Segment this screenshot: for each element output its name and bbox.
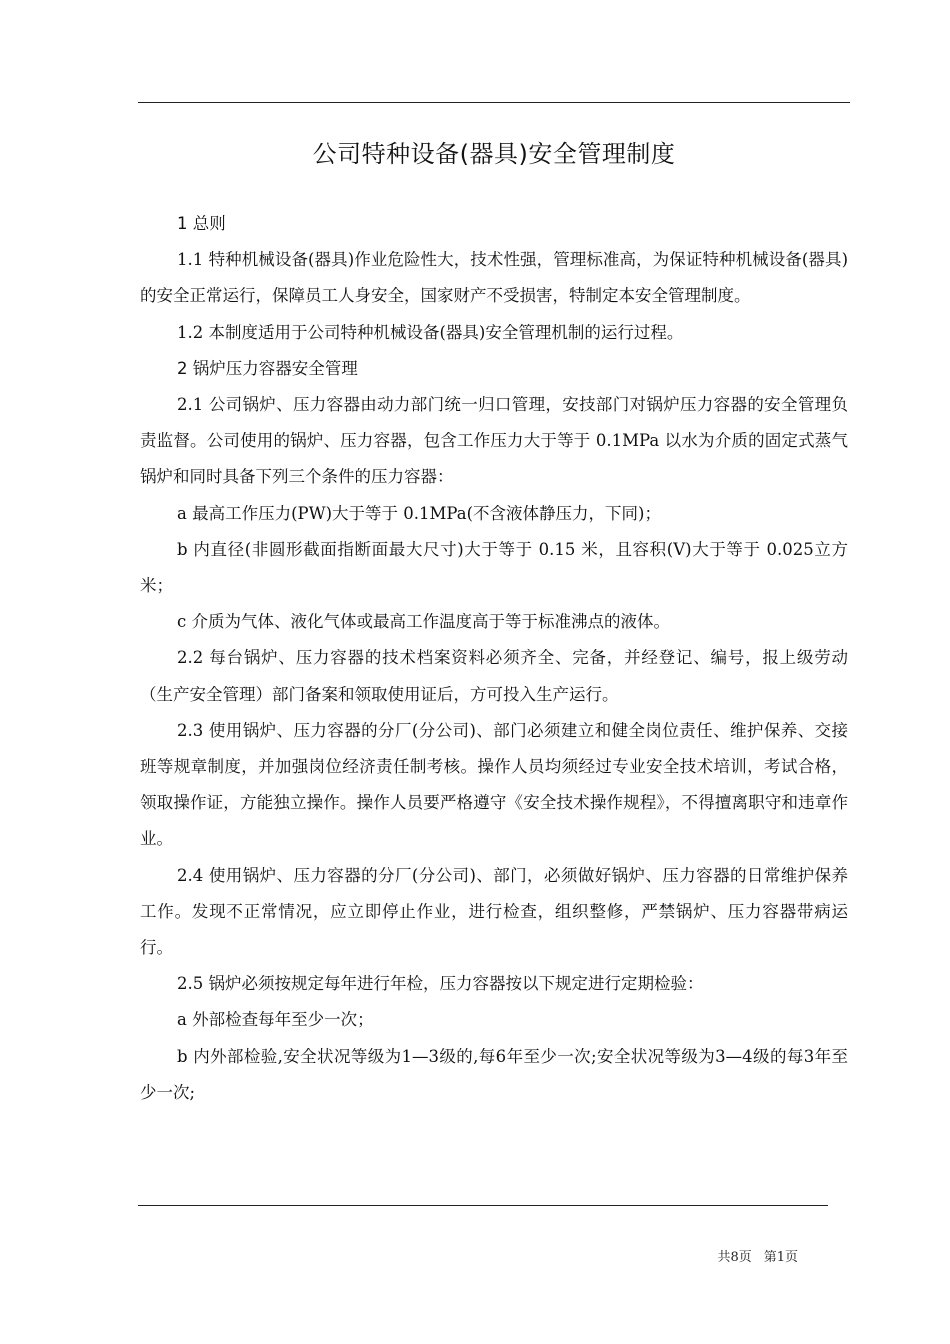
paragraph-2-5: 2.5 锅炉必须按规定每年进行年检，压力容器按以下规定进行定期检验：: [177, 974, 704, 994]
list-item-inspection-a: a 外部检查每年至少一次；: [177, 1010, 374, 1030]
document-title: 公司特种设备(器具)安全管理制度: [312, 140, 676, 168]
footer-rule: [138, 1205, 828, 1206]
total-pages: 共8页: [717, 1250, 752, 1265]
paragraph-2-3: 2.3 使用锅炉、压力容器的分厂(分公司)、部门必须建立和健全岗位责任、维护保养、交接班等规章制度，并加强岗位经济责任制考核。操作人员均须经过专业安全技术培训，考试合格，领取操作证，方能独立操作。操作人员要严格遵守《安全技术操作规程》，不得擅离职守和违章作业。: [140, 720, 848, 849]
document-body: [140, 206, 848, 1111]
paragraph-1-1: 1.1 特种机械设备(器具)作业危险性大，技术性强，管理标准高，为保证特种机械设备(器具)的安全正常运行，保障员工人身安全，国家财产不受损害，特制定本安全管理制度。: [140, 250, 848, 306]
list-item-c: c 介质为气体、液化气体或最高工作温度高于等于标准沸点的液体。: [177, 612, 670, 632]
list-item-b: b 内直径(非圆形截面指断面最大尺寸)大于等于 0.15 米，且容积(V)大于等于 0.025立方米；: [140, 539, 848, 596]
list-item-inspection-b: b 内外部检验,安全状况等级为1—3级的,每6年至少一次;安全状况等级为3—4级的每3年至少一次;: [140, 1046, 848, 1102]
section-heading-1: 1 总则: [177, 214, 226, 233]
paragraph-2-4: 2.4 使用锅炉、压力容器的分厂(分公司)、部门，必须做好锅炉、压力容器的日常维护保养工作。发现不正常情况，应立即停止作业，进行检查，组织整修，严禁锅炉、压力容器带病运行。: [140, 865, 848, 958]
paragraph-2-2: 2.2 每台锅炉、压力容器的技术档案资料必须齐全、完备，并经登记、编号，报上级劳动（生产安全管理）部门备案和领取使用证后，方可投入生产运行。: [140, 648, 848, 704]
page-footer: [0, 1248, 798, 1268]
current-page: 第1页: [763, 1250, 798, 1265]
section-heading-2: 2 锅炉压力容器安全管理: [177, 358, 358, 378]
header-rule: [138, 102, 850, 103]
paragraph-2-1: 2.1 公司锅炉、压力容器由动力部门统一归口管理，安技部门对锅炉压力容器的安全管理负责监督。公司使用的锅炉、压力容器，包含工作压力大于等于 0.1MPa 以水为介质的固定式蒸气锅炉和同时具备下列三个条件的压力容器：: [140, 395, 848, 487]
paragraph-1-2: 1.2 本制度适用于公司特种机械设备(器具)安全管理机制的运行过程。: [177, 322, 684, 342]
list-item-a: a 最高工作压力(PW)大于等于 0.1MPa(不含液体静压力，下同)；: [177, 503, 661, 523]
